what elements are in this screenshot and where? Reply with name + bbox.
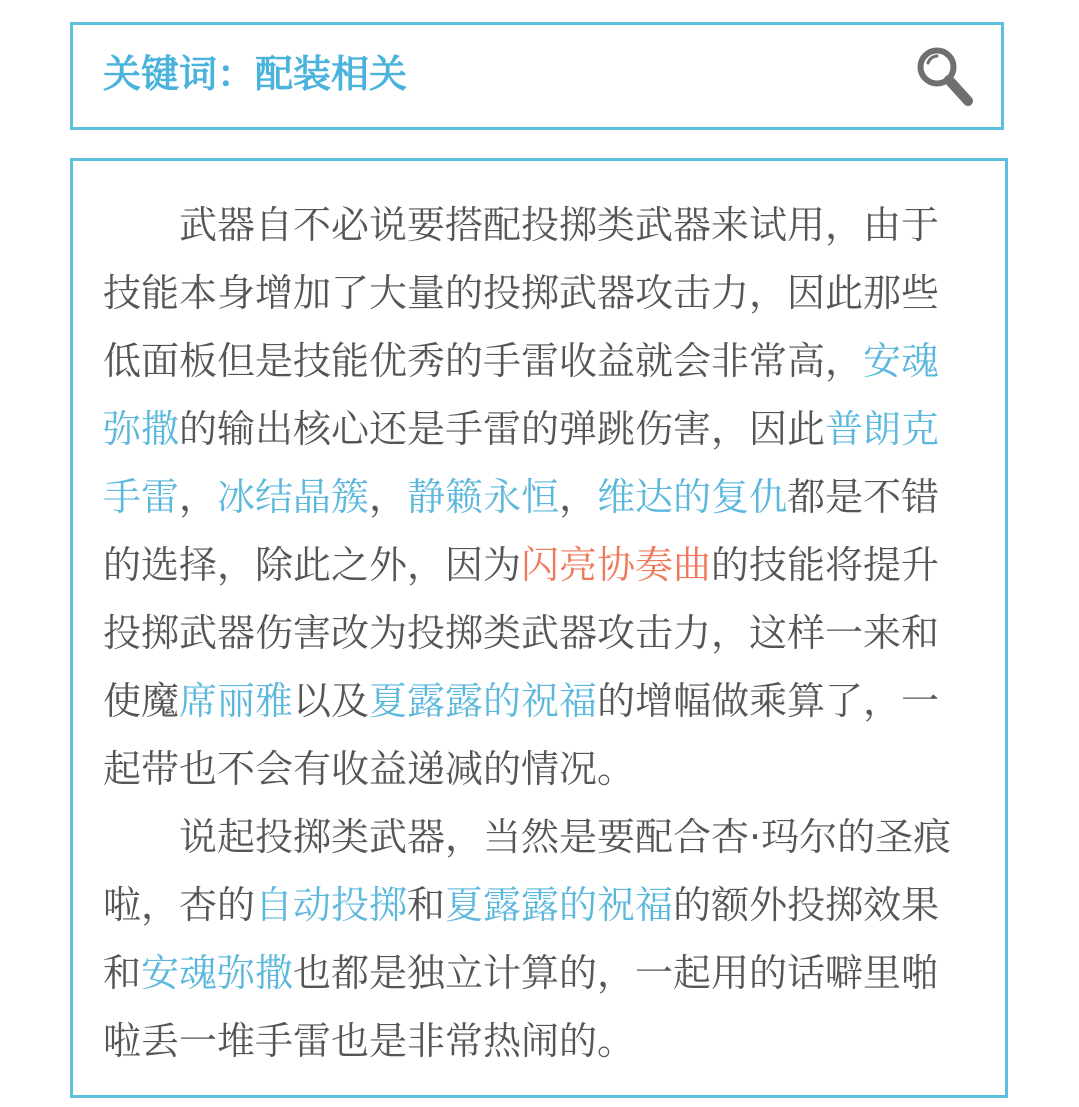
text-segment: 的增幅做乘算了，一 xyxy=(597,679,940,723)
text-line xyxy=(103,881,939,929)
keyword-link[interactable]: 自动投掷 xyxy=(255,883,408,927)
text-line xyxy=(179,201,939,249)
keyword-link[interactable]: 安魂弥撒 xyxy=(141,951,294,995)
keyword-link[interactable]: 手雷 xyxy=(103,475,180,519)
text-segment: 和 xyxy=(407,883,446,927)
search-icon[interactable] xyxy=(913,43,977,111)
text-segment: 啦丢一堆手雷也是非常热闹的。 xyxy=(103,1019,636,1063)
text-line xyxy=(103,677,939,725)
text-segment: 的技能将提升 xyxy=(711,543,940,587)
keyword-link[interactable]: 弥撒 xyxy=(103,407,180,451)
text-line xyxy=(103,609,939,657)
text-line xyxy=(103,745,635,793)
text-line xyxy=(103,541,939,589)
text-segment: ， xyxy=(369,475,408,519)
text-segment: 技能本身增加了大量的投掷武器攻击力，因此那些 xyxy=(103,271,940,315)
text-segment: 的输出核心还是手雷的弹跳伤害，因此 xyxy=(179,407,826,451)
text-segment: 低面板但是技能优秀的手雷收益就会非常高， xyxy=(103,339,864,383)
keyword-link[interactable]: 冰结晶簇 xyxy=(217,475,370,519)
highlight-keyword[interactable]: 闪亮协奏曲 xyxy=(521,543,712,587)
keyword-label: 关键词：配装相关 xyxy=(103,52,408,96)
text-line xyxy=(179,813,951,861)
text-line xyxy=(103,337,939,385)
text-segment: ， xyxy=(179,475,218,519)
text-segment: 的选择，除此之外，因为 xyxy=(103,543,522,587)
text-line xyxy=(103,949,939,997)
text-line xyxy=(103,473,939,521)
text-segment: 都是不错 xyxy=(787,475,940,519)
article-box xyxy=(70,158,1008,1098)
text-segment: 武器自不必说要搭配投掷类武器来试用，由于 xyxy=(179,203,940,247)
keyword-link[interactable]: 安魂 xyxy=(863,339,940,383)
keyword-link[interactable]: 普朗克 xyxy=(825,407,940,451)
text-line xyxy=(103,269,939,317)
text-segment: 投掷武器伤害改为投掷类武器攻击力，这样一来和 xyxy=(103,611,940,655)
keyword-link[interactable]: 夏露露的祝福 xyxy=(369,679,598,723)
text-segment: 说起投掷类武器，当然是要配合杏·玛尔的圣痕 xyxy=(179,815,952,859)
text-segment: ， xyxy=(559,475,598,519)
text-line xyxy=(103,1017,635,1065)
text-segment: 和 xyxy=(103,951,142,995)
text-segment: 使魔 xyxy=(103,679,180,723)
text-segment: 啦，杏的 xyxy=(103,883,256,927)
keyword-link[interactable]: 维达的复仇 xyxy=(597,475,788,519)
text-segment: 以及 xyxy=(293,679,370,723)
text-segment: 也都是独立计算的，一起用的话噼里啪 xyxy=(293,951,940,995)
keyword-link[interactable]: 静籁永恒 xyxy=(407,475,560,519)
text-line xyxy=(103,405,939,453)
keyword-bar xyxy=(70,22,1004,130)
text-segment: 的额外投掷效果 xyxy=(673,883,940,927)
keyword-link[interactable]: 席丽雅 xyxy=(179,679,294,723)
text-segment: 起带也不会有收益递减的情况。 xyxy=(103,747,636,791)
keyword-link[interactable]: 夏露露的祝福 xyxy=(445,883,674,927)
